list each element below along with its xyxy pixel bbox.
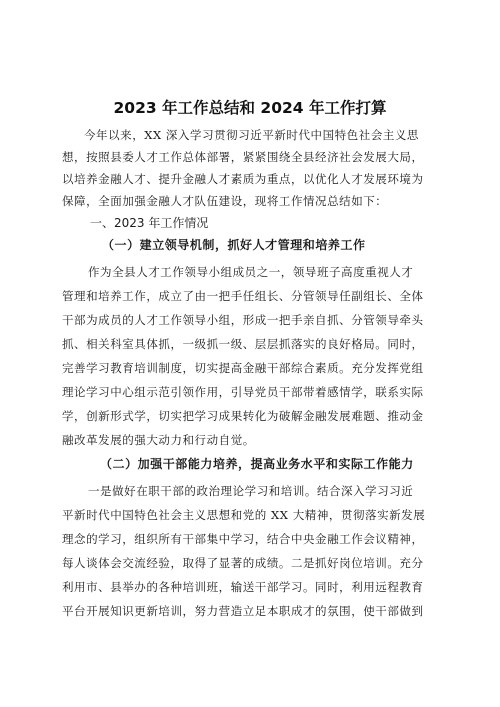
paragraph-line: 平台开展知识更新培训，努力营造立足本职成才的氛围，使干部做到 [62,604,424,618]
intro-line-1: 今年以来，XX 深入学习贯彻习近平新时代中国特色社会主义思 [84,128,419,142]
paragraph-line: 抓、相关科室具体抓，一级抓一级、层层抓落实的良好格局。同时， [62,337,424,351]
paragraph-line: 管理和培养工作，成立了由一把手任组长、分管领导任副组长、全体 [62,289,424,303]
paragraph-line: 干部为成员的人才工作领导小组，形成一把手亲自抓、分管领导牵头 [62,313,424,327]
intro-line-3: 以培养金融人才、提升金融人才素质为重点，以优化人才发展环境为 [62,172,424,186]
paragraph-line: 作为全县人才工作领导小组成员之一，领导班子高度重视人才 [88,265,414,279]
subsection-heading-2: （二）加强干部能力培养，提高业务水平和实际工作能力 [100,457,414,471]
paragraph-line: 每人谈体会交流经验，取得了显著的成绩。二是抓好岗位培训。充分 [62,556,424,570]
paragraph-line: 融改革发展的强大动力和行动自觉。 [62,433,255,447]
subsection-heading-1: （一）建立领导机制，抓好人才管理和培养工作 [102,238,366,252]
paragraph-line: 理论学习中心组示范引领作用，引导党员干部带着感情学，联系实际 [62,385,424,399]
paragraph-line: 学，创新形式学，切实把学习成果转化为破解金融发展难题、推动金 [62,409,424,423]
paragraph-line: 一是做好在职干部的政治理论学习和培训。结合深入学习习近 [88,484,414,498]
paragraph-line: 完善学习教育培训制度，切实提高金融干部综合素质。充分发挥党组 [62,361,424,375]
paragraph-line: 理念的学习，组织所有干部集中学习，结合中央金融工作会议精神， [62,532,424,546]
intro-line-4: 保障，全面加强金融人才队伍建设，现将工作情况总结如下： [62,194,388,208]
intro-line-2: 想，按照县委人才工作总体部署，紧紧围绕全县经济社会发展大局， [62,150,424,164]
section-heading-2023: 一、2023 年工作情况 [90,216,209,230]
document-title: 2023 年工作总结和 2024 年工作打算 [113,99,387,117]
paragraph-line: 平新时代中国特色社会主义思想和党的 XX 大精神，贯彻落实新发展 [62,508,426,522]
paragraph-line: 利用市、县举办的各种培训班，输送干部学习。同时，利用远程教育 [62,580,424,594]
